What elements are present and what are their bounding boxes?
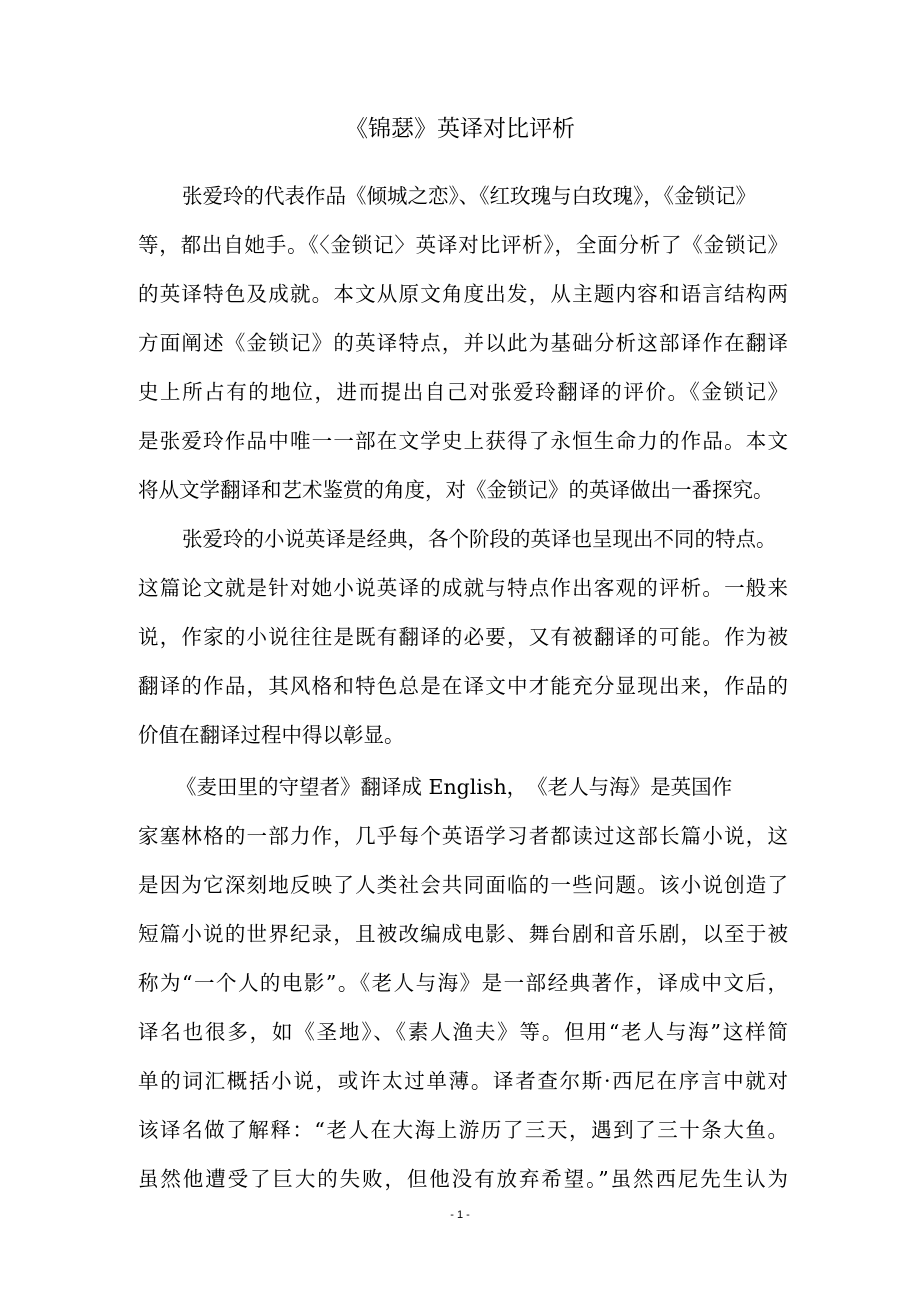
paragraph-3-line-3: 是因为它深刻地反映了人类社会共同面临的一些问题。该小说创造了 xyxy=(138,873,788,897)
paragraph-1-line-3: 的英译特色及成就。本文从原文角度出发，从主题内容和语言结构两 xyxy=(138,282,788,306)
paragraph-1-line-2: 等，都出自她手。《〈金锁记〉英译对比评析》，全面分析了《金锁记》 xyxy=(138,233,788,257)
paragraph-1-line-1: 张爱玲的代表作品《倾城之恋》、《红玫瑰与白玫瑰》，《金锁记》 xyxy=(182,184,756,208)
paragraph-3-line-8: 该译名做了解释：“老人在大海上游历了三天，遇到了三十条大鱼。 xyxy=(138,1118,788,1142)
paragraph-1-line-4: 方面阐述《金锁记》的英译特点，并以此为基础分析这部译作在翻译 xyxy=(138,331,788,355)
document-title: 《锦瑟》英译对比评析 xyxy=(345,116,575,142)
paragraph-3-line-1: 《麦田里的守望者》翻译成 English， 《老人与海》是英国作 xyxy=(176,775,733,799)
paragraph-3-line-7: 单的词汇概括小说，或许太过单薄。译者查尔斯·西尼在序言中就对 xyxy=(138,1069,788,1093)
paragraph-3-line-9: 虽然他遭受了巨大的失败，但他没有放弃希望。”虽然西尼先生认为 xyxy=(138,1167,788,1191)
paragraph-2-line-2: 这篇论文就是针对她小说英译的成就与特点作出客观的评析。一般来 xyxy=(138,576,788,600)
paragraph-3-line-2: 家塞林格的一部力作，几乎每个英语学习者都读过这部长篇小说，这 xyxy=(138,824,788,848)
paragraph-2-line-5: 价值在翻译过程中得以彰显。 xyxy=(138,723,405,747)
paragraph-3-line-6: 译名也很多，如《圣地》、《素人渔夫》等。但用“老人与海”这样简 xyxy=(138,1020,788,1044)
paragraph-3-line-5: 称为“一个人的电影”。《老人与海》是一部经典著作，译成中文后， xyxy=(138,971,788,995)
page-number: - 1 - xyxy=(450,1209,470,1221)
paragraph-1-line-7: 将从文学翻译和艺术鉴赏的角度，对《金锁记》的英译做出一番探究。 xyxy=(138,478,774,502)
paragraph-1-line-6: 是张爱玲作品中唯一一部在文学史上获得了永恒生命力的作品。本文 xyxy=(138,429,788,453)
paragraph-2-line-3: 说，作家的小说往往是既有翻译的必要，又有被翻译的可能。作为被 xyxy=(138,625,788,649)
paragraph-1-line-5: 史上所占有的地位，进而提出自己对张爱玲翻译的评价。《金锁记》 xyxy=(138,380,788,404)
paragraph-3-line-4: 短篇小说的世界纪录，且被改编成电影、舞台剧和音乐剧，以至于被 xyxy=(138,922,788,946)
paragraph-2-line-4: 翻译的作品，其风格和特色总是在译文中才能充分显现出来，作品的 xyxy=(138,674,788,698)
paragraph-2-line-1: 张爱玲的小说英译是经典，各个阶段的英译也呈现出不同的特点。 xyxy=(182,527,777,551)
